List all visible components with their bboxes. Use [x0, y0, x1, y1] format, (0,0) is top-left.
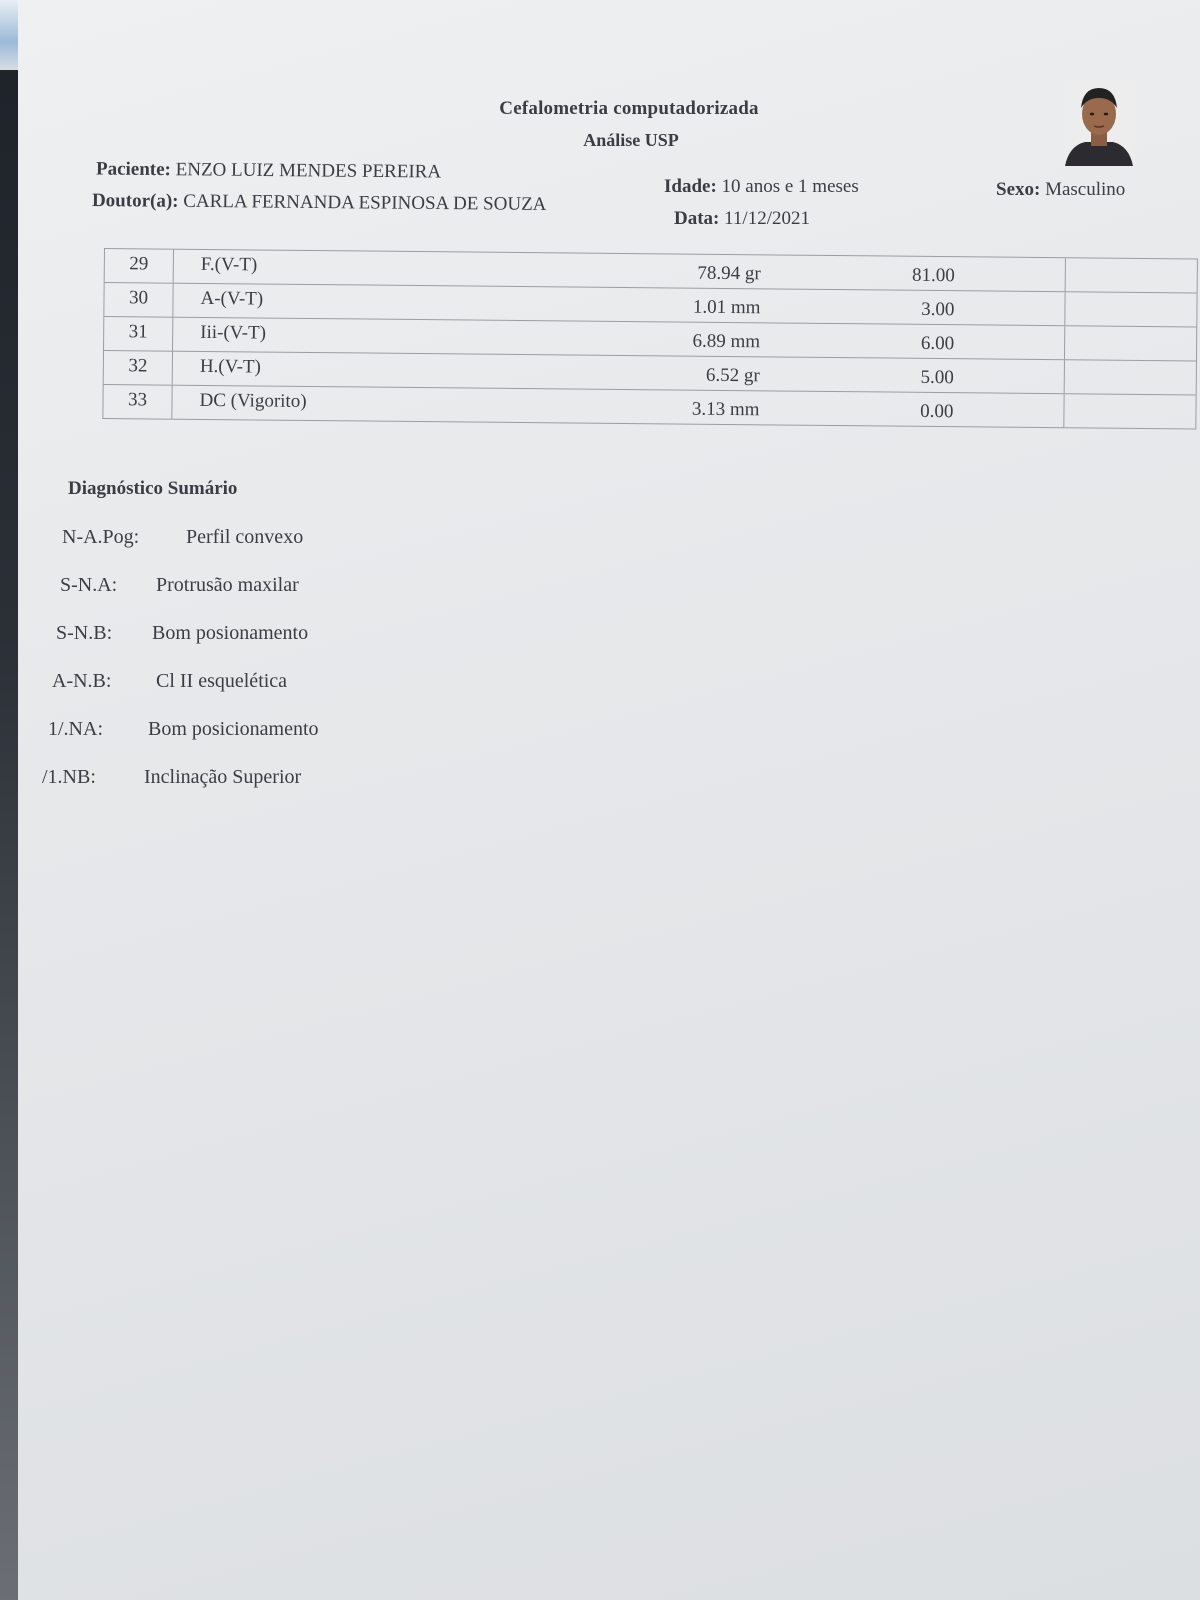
diagnosis-item	[42, 766, 301, 789]
measurement-norm: 0.00	[920, 400, 954, 423]
measurement-norm: 6.00	[920, 332, 955, 355]
column-divider	[1065, 258, 1066, 291]
diagnosis-text: Protrusão maxilar	[156, 574, 299, 596]
column-divider	[1064, 326, 1065, 359]
diagnosis-text: Inclinação Superior	[144, 766, 302, 788]
diagnosis-item	[60, 574, 299, 597]
row-number: 30	[104, 283, 173, 317]
column-divider	[1064, 360, 1065, 393]
document-page	[18, 0, 1200, 1600]
measurement-name: Iii-(V-T)	[200, 321, 267, 344]
document-header	[18, 98, 1200, 151]
measurement-name: DC (Vigorito)	[199, 389, 307, 412]
doctor-label: Doutor(a):	[91, 190, 179, 212]
patient-name-label: Paciente:	[95, 158, 172, 181]
patient-age: 10 anos e 1 meses	[721, 176, 859, 197]
diagnostic-summary	[66, 478, 237, 500]
row-number: 29	[105, 249, 174, 283]
diagnosis-item	[52, 670, 287, 693]
diagnosis-code: A-N.B:	[52, 670, 112, 692]
measurement-value: 6.52 gr	[705, 364, 760, 387]
date-line	[674, 208, 810, 230]
measurements-table	[102, 248, 1198, 429]
measurement-norm: 3.00	[921, 298, 955, 321]
column-divider	[1064, 292, 1065, 325]
diagnosis-code: S-N.A:	[60, 574, 118, 596]
diagnosis-text: Bom posionamento	[152, 622, 309, 644]
patient-age-label: Idade:	[664, 176, 717, 197]
measurement-value: 6.89 mm	[692, 330, 761, 353]
diagnosis-text: Cl II esquelética	[156, 670, 288, 692]
patient-name-line	[96, 158, 441, 183]
measurement-norm: 5.00	[920, 366, 954, 389]
patient-sex: Masculino	[1045, 179, 1126, 200]
patient-photo	[1063, 80, 1135, 166]
diagnosis-item	[48, 718, 319, 741]
patient-name: ENZO LUIZ MENDES PEREIRA	[175, 159, 442, 183]
date-label: Data:	[674, 208, 720, 229]
patient-sex-label: Sexo:	[996, 179, 1041, 200]
patient-photo-image	[1063, 80, 1135, 166]
measurement-value: 78.94 gr	[697, 262, 761, 285]
diagnosis-code: 1/.NA:	[48, 718, 103, 740]
measurement-norm: 81.00	[911, 264, 955, 287]
patient-age-line	[664, 176, 859, 198]
diagnosis-text: Bom posicionamento	[148, 718, 319, 740]
patient-sex-line	[996, 179, 1125, 201]
doctor-line	[92, 190, 547, 216]
measurement-value: 3.13 mm	[691, 398, 760, 421]
row-number: 32	[104, 351, 173, 385]
diagnosis-text: Perfil convexo	[186, 526, 304, 548]
diagnosis-item	[62, 526, 303, 549]
row-number: 33	[103, 385, 172, 419]
column-divider	[1063, 394, 1064, 427]
measurement-name: A-(V-T)	[200, 287, 264, 310]
diagnosis-code: S-N.B:	[56, 622, 113, 644]
document-subtitle: Análise USP	[583, 130, 679, 150]
diagnosis-item	[56, 622, 308, 645]
measurement-name: H.(V-T)	[199, 355, 262, 378]
doctor-name: CARLA FERNANDA ESPINOSA DE SOUZA	[183, 190, 547, 215]
diagnosis-code: N-A.Pog:	[62, 526, 140, 548]
measurement-name: F.(V-T)	[200, 253, 258, 276]
summary-title: Diagnóstico Sumário	[68, 478, 238, 499]
diagnosis-code: /1.NB:	[42, 766, 96, 788]
row-number: 31	[104, 317, 173, 351]
exam-date: 11/12/2021	[724, 208, 810, 229]
document-title: Cefalometria computadorizada	[499, 98, 759, 119]
measurement-value: 1.01 mm	[692, 296, 761, 319]
